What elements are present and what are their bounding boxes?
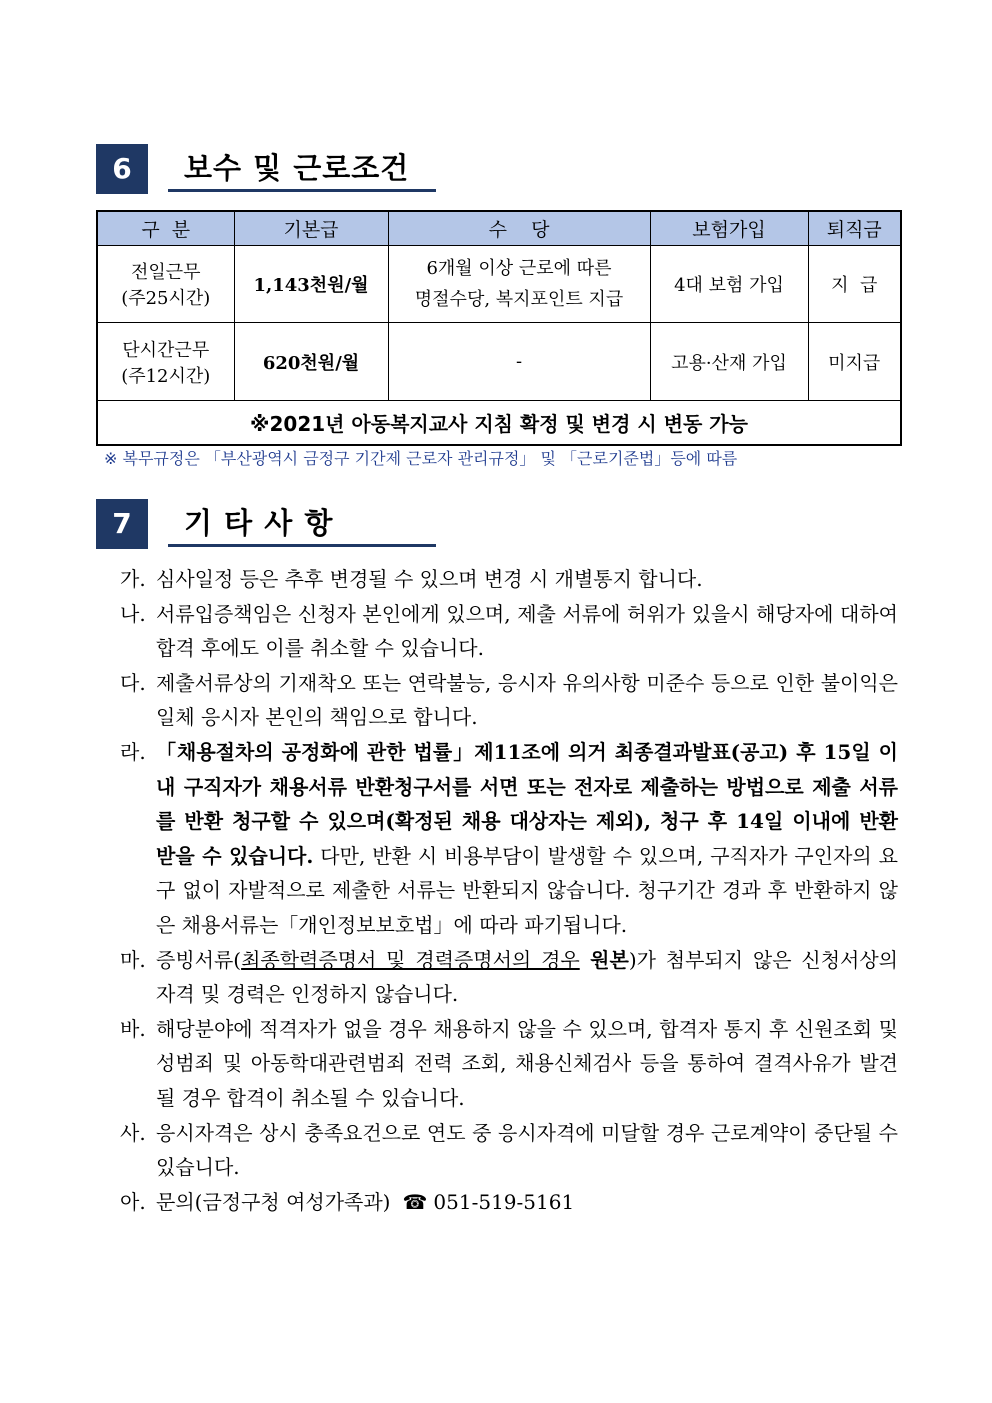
cell-allowance: - xyxy=(388,323,650,401)
type-line2: (주25시간) xyxy=(121,288,211,309)
header-type: 구 분 xyxy=(97,211,234,246)
item-text: 해당분야에 적격자가 없을 경우 채용하지 않을 수 있으며, 합격자 통지 후 신원조회 및 성범죄 및 아동학대관련범죄 전력 조회, 채용신체검사 등을 통하여 결격사유가 발견 될 경우 합격이 취소될 수 있습니다. xyxy=(156,1016,898,1110)
other-items-list xyxy=(120,562,898,1219)
cell-severance: 지 급 xyxy=(808,246,901,323)
type-line1: 전일근무 xyxy=(130,262,201,283)
header-allowance: 수 당 xyxy=(388,211,650,246)
type-line1: 단시간근무 xyxy=(122,339,210,361)
header-insurance: 보험가입 xyxy=(650,211,808,246)
cell-type xyxy=(97,246,234,323)
contact-phone: 051-519-5161 xyxy=(433,1189,575,1214)
section-title: 보수 및 근로조건 xyxy=(184,151,410,185)
allowance-line1: 6개월 이상 근로에 따른 xyxy=(426,258,612,279)
item-text-pre: 증빙서류( xyxy=(156,947,242,972)
list-item xyxy=(120,1012,898,1116)
item-text-post: )가 첨부되지 않은 신청서상의 자격 및 경력은 인정하지 않습니다. xyxy=(156,947,898,1007)
list-item xyxy=(120,666,898,735)
header-base-pay: 기본급 xyxy=(234,211,388,246)
section-title: 기 타 사 항 xyxy=(184,506,334,540)
item-marker: 사. xyxy=(120,1120,146,1145)
table-header-row xyxy=(97,211,901,246)
section-7-header xyxy=(96,499,436,549)
pay-conditions-table xyxy=(96,210,902,446)
item-marker: 마. xyxy=(120,947,146,972)
item-text: 서류입증책임은 신청자 본인에게 있으며, 제출 서류에 허위가 있을시 해당자에 대하여 합격 후에도 이를 취소할 수 있습니다. xyxy=(156,601,898,661)
cell-type xyxy=(97,323,234,401)
item-text-bold: 원본 xyxy=(579,947,629,972)
list-item xyxy=(120,1185,898,1220)
list-item xyxy=(120,735,898,943)
table-note: ※2021년 아동복지교사 지침 확정 및 변경 시 변동 가능 xyxy=(97,401,901,446)
table-row xyxy=(97,323,901,401)
allowance-line2: 명절수당, 복지포인트 지급 xyxy=(414,289,624,310)
cell-severance: 미지급 xyxy=(808,323,901,401)
section-underline xyxy=(168,189,436,192)
item-marker: 다. xyxy=(120,670,146,695)
item-marker: 아. xyxy=(120,1189,146,1214)
item-text: 다만, 반환 시 비용부담이 발생할 수 있으며, 구직자가 구인자의 요구 없이 자발적으로 제출한 서류는 반환되지 않습니다. 청구기간 경과 후 반환하지 않은 채용서류는「개인정보보호법」에 따라 파기됩니다. xyxy=(156,843,898,937)
section-number: 6 xyxy=(96,144,148,194)
item-marker: 나. xyxy=(120,601,146,626)
cell-base-pay: 620천원/월 xyxy=(234,323,388,401)
item-text: 심사일정 등은 추후 변경될 수 있으며 변경 시 개별통지 합니다. xyxy=(156,567,703,591)
item-text: 문의(금정구청 여성가족과) xyxy=(156,1189,391,1214)
item-text: 응시자격은 상시 충족요건으로 연도 중 응시자격에 미달할 경우 근로계약이 중단될 수 있습니다. xyxy=(156,1120,898,1180)
service-rule-footnote: ※ 복무규정은 「부산광역시 금정구 기간제 근로자 관리규정」 및 「근로기준법」등에 따름 xyxy=(104,449,738,468)
item-marker: 바. xyxy=(120,1016,146,1041)
table-row xyxy=(97,246,901,323)
list-item xyxy=(120,943,898,1012)
list-item xyxy=(120,597,898,666)
section-number: 7 xyxy=(96,499,148,549)
header-severance: 퇴직금 xyxy=(808,211,901,246)
cell-insurance: 고용·산재 가입 xyxy=(650,323,808,401)
item-text-bold: 「채용절차의 공정화에 관한 법률」제11조에 의거 최종결과발표(공고) 후 15일 이내 구직자가 채용서류 반환청구서를 서면 또는 전자로 제출하는 방법으로 제출 서류를 반환 청구할 수 있으며(확정된 채용 대상자는 제외), 청구 후 14일 이내에 반환 받을 수 있습니다. xyxy=(156,739,898,868)
item-text-underline: 최종학력증명서 및 경력증명서의 경우 xyxy=(241,947,580,972)
list-item xyxy=(120,1116,898,1185)
cell-insurance: 4대 보험 가입 xyxy=(650,246,808,323)
section-underline xyxy=(168,544,436,547)
item-marker: 라. xyxy=(120,739,146,764)
phone-icon: ☎ xyxy=(402,1189,428,1214)
item-marker: 가. xyxy=(120,567,146,591)
cell-allowance xyxy=(388,246,650,323)
cell-base-pay: 1,143천원/월 xyxy=(234,246,388,323)
type-line2: (주12시간) xyxy=(121,365,211,387)
section-6-header xyxy=(96,144,436,194)
list-item xyxy=(120,562,898,597)
table-note-row xyxy=(97,401,901,446)
item-text: 제출서류상의 기재착오 또는 연락불능, 응시자 유의사항 미준수 등으로 인한 불이익은 일체 응시자 본인의 책임으로 합니다. xyxy=(156,670,898,730)
